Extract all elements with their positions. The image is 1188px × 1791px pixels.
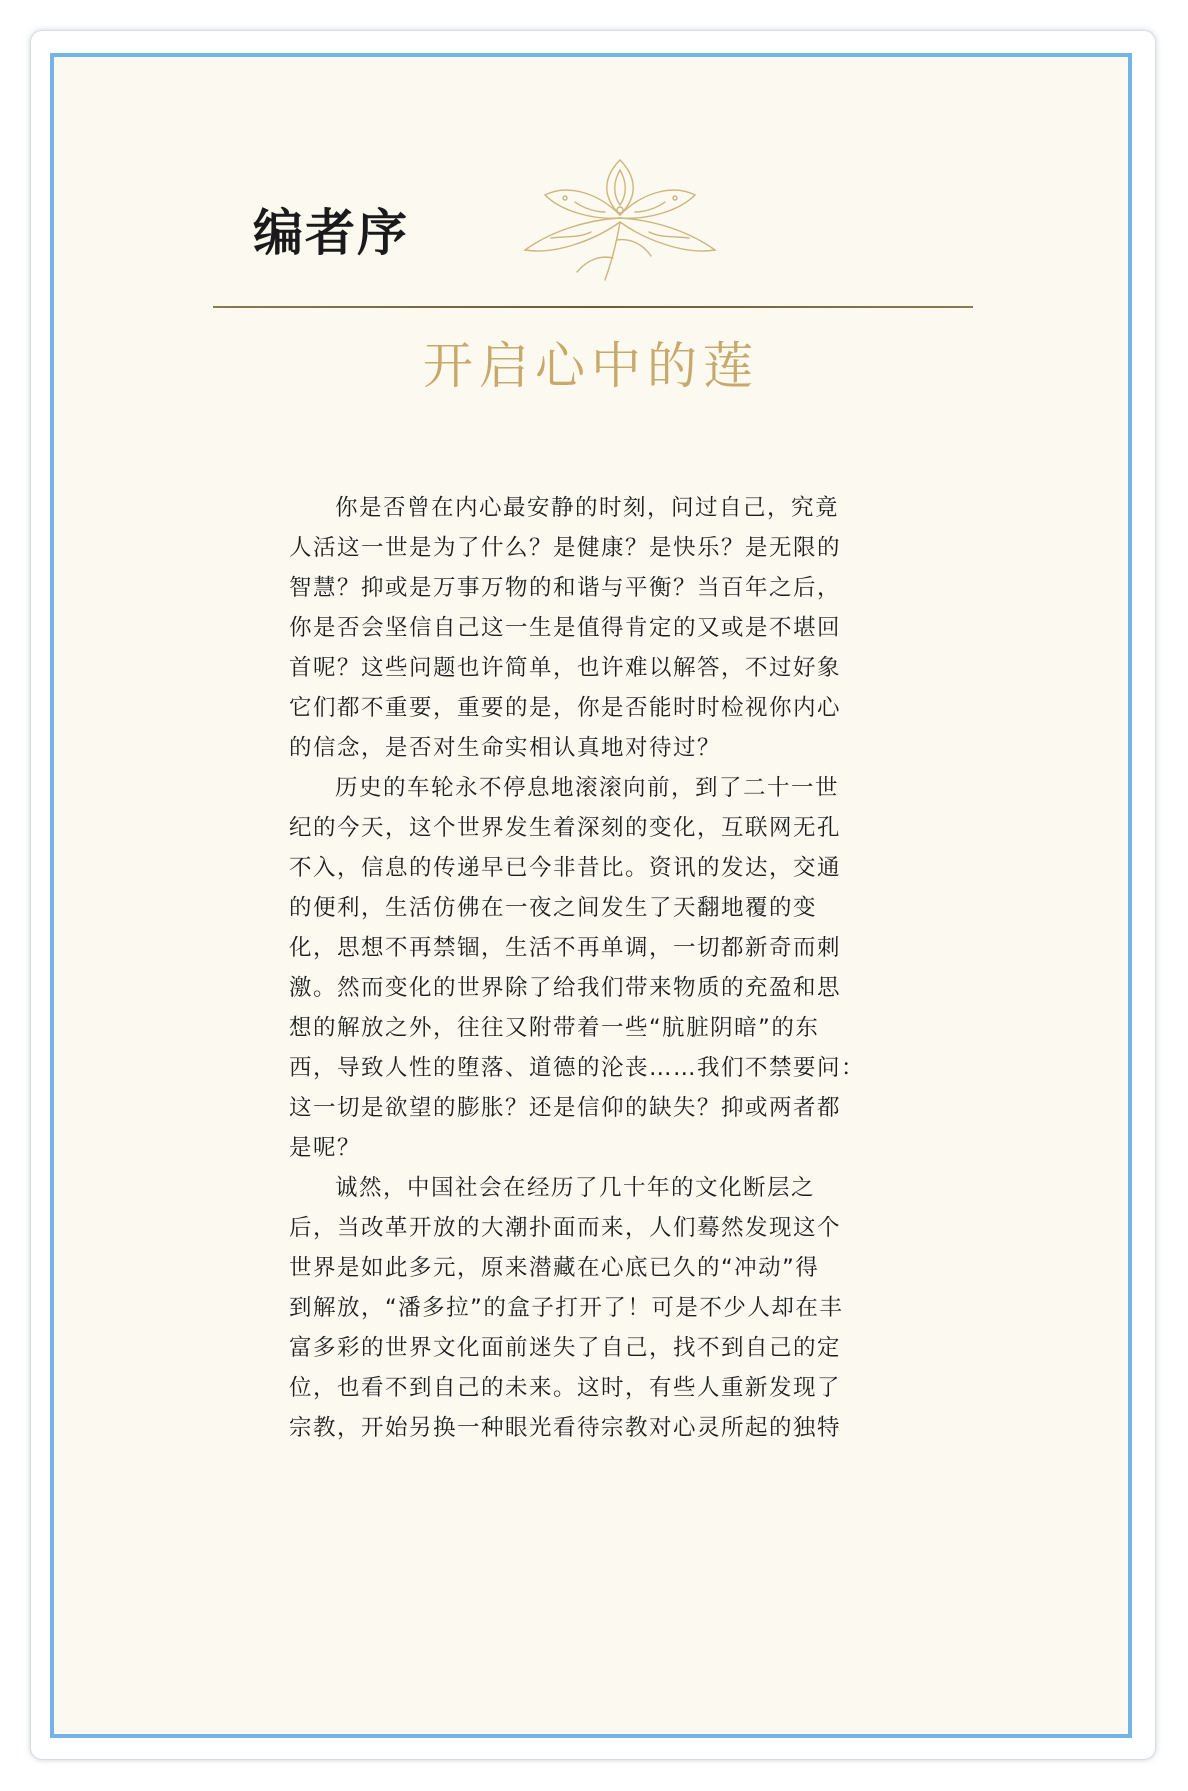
section-label: 编者序: [253, 204, 409, 262]
text-line: 到解放，“潘多拉”的盒子打开了！可是不少人却在丰: [289, 1295, 844, 1321]
text-line: 的便利，生活仿佛在一夜之间发生了天翻地覆的变: [289, 895, 818, 921]
text-line: 你是否会坚信自己这一生是值得肯定的又或是不堪回: [289, 615, 842, 641]
lotus-flower-icon: [505, 140, 735, 290]
text-line: 纪的今天，这个世界发生着深刻的变化，互联网无孔: [289, 815, 842, 841]
text-line: 是呢？: [289, 1135, 362, 1161]
text-line: 历史的车轮永不停息地滚滚向前，到了二十一世: [335, 775, 840, 801]
text-line: 世界是如此多元，原来潜藏在心底已久的“冲动”得: [289, 1255, 820, 1281]
text-line: 首呢？这些问题也许简单，也许难以解答，不过好象: [289, 655, 842, 681]
text-line: 的信念，是否对生命实相认真地对待过？: [289, 735, 722, 761]
text-line: 位，也看不到自己的未来。这时，有些人重新发现了: [289, 1375, 842, 1401]
text-line: 西，导致人性的堕落、道德的沦丧……我们不禁要问：: [289, 1055, 866, 1081]
text-line: 想的解放之外，往往又附带着一些“肮脏阴暗”的东: [289, 1015, 820, 1041]
book-page: [57, 60, 1125, 1731]
text-line: 后，当改革开放的大潮扑面而来，人们蓦然发现这个: [289, 1215, 842, 1241]
text-line: 这一切是欲望的膨胀？还是信仰的缺失？抑或两者都: [289, 1095, 842, 1121]
text-line: 激。然而变化的世界除了给我们带来物质的充盈和思: [289, 975, 842, 1001]
body-text: [289, 488, 869, 1448]
text-line: 富多彩的世界文化面前迷失了自己，找不到自己的定: [289, 1335, 842, 1361]
text-line: 宗教，开始另换一种眼光看待宗教对心灵所起的独特: [289, 1415, 842, 1441]
text-line: 人活这一世是为了什么？是健康？是快乐？是无限的: [289, 535, 842, 561]
page-title: 开启心中的莲: [423, 337, 759, 395]
text-line: 你是否曾在内心最安静的时刻，问过自己，究竟: [335, 495, 840, 521]
text-line: 化，思想不再禁锢，生活不再单调，一切都新奇而刺: [289, 935, 842, 961]
text-line: 它们都不重要，重要的是，你是否能时时检视你内心: [289, 695, 842, 721]
text-line: 智慧？抑或是万事万物的和谐与平衡？当百年之后，: [289, 575, 842, 601]
title-divider: [213, 306, 973, 308]
text-line: 不入，信息的传递早已今非昔比。资讯的发达，交通: [289, 855, 842, 881]
text-line: 诚然，中国社会在经历了几十年的文化断层之: [335, 1175, 816, 1201]
